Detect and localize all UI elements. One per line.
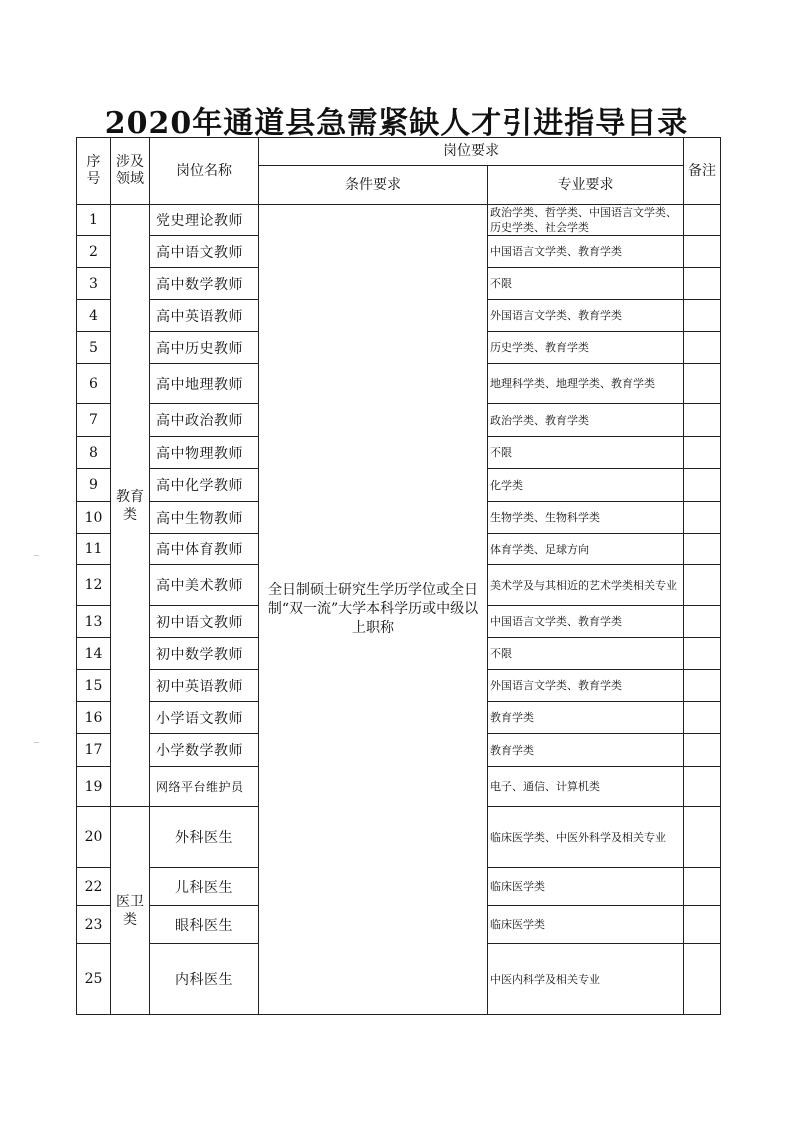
- post-name: 高中物理教师: [150, 437, 259, 469]
- major-requirement: 地理科学类、地理学类、教育学类: [488, 364, 684, 404]
- post-name: 小学语文教师: [150, 702, 259, 734]
- header-seq: 序号: [77, 138, 111, 205]
- scan-mark: [34, 742, 39, 743]
- row-number: 9: [77, 469, 111, 502]
- major-requirement: 美术学及与其相近的艺术学类相关专业: [488, 565, 684, 606]
- remark-cell: [684, 437, 721, 469]
- row-number: 4: [77, 300, 111, 332]
- remark-cell: [684, 404, 721, 437]
- major-requirement: 中国语言文学类、教育学类: [488, 236, 684, 268]
- row-number: 23: [77, 906, 111, 944]
- remark-cell: [684, 332, 721, 364]
- remark-cell: [684, 944, 721, 1015]
- major-requirement: 临床医学类: [488, 906, 684, 944]
- field-medical: 医卫类: [111, 807, 150, 1015]
- remark-cell: [684, 534, 721, 565]
- post-name: 小学数学教师: [150, 734, 259, 767]
- remark-cell: [684, 807, 721, 868]
- remark-cell: [684, 502, 721, 534]
- row-number: 25: [77, 944, 111, 1015]
- major-requirement: 不限: [488, 268, 684, 300]
- major-requirement: 临床医学类: [488, 868, 684, 906]
- major-requirement: 历史学类、教育学类: [488, 332, 684, 364]
- post-name: 眼科医生: [150, 906, 259, 944]
- remark-cell: [684, 734, 721, 767]
- row-number: 2: [77, 236, 111, 268]
- post-name: 外科医生: [150, 807, 259, 868]
- post-name: 高中美术教师: [150, 565, 259, 606]
- remark-cell: [684, 364, 721, 404]
- remark-cell: [684, 268, 721, 300]
- header-remark: 备注: [684, 138, 721, 205]
- row-number: 13: [77, 606, 111, 638]
- header-field: 涉及领域: [111, 138, 150, 205]
- post-name: 党史理论教师: [150, 205, 259, 236]
- major-requirement: 不限: [488, 638, 684, 670]
- row-number: 20: [77, 807, 111, 868]
- remark-cell: [684, 670, 721, 702]
- major-requirement: 政治学类、哲学类、中国语言文学类、历史学类、社会学类: [488, 205, 684, 236]
- remark-cell: [684, 469, 721, 502]
- remark-cell: [684, 767, 721, 807]
- post-name: 高中英语教师: [150, 300, 259, 332]
- major-requirement: 中国语言文学类、教育学类: [488, 606, 684, 638]
- header-requirements: 岗位要求: [259, 138, 684, 166]
- post-name: 高中生物教师: [150, 502, 259, 534]
- major-requirement: 化学类: [488, 469, 684, 502]
- row-number: 3: [77, 268, 111, 300]
- row-number: 6: [77, 364, 111, 404]
- post-name: 初中语文教师: [150, 606, 259, 638]
- table-row: [77, 205, 721, 236]
- major-requirement: 教育学类: [488, 734, 684, 767]
- header-major: 专业要求: [488, 166, 684, 205]
- row-number: 5: [77, 332, 111, 364]
- post-name: 网络平台维护员: [150, 767, 259, 807]
- post-name: 高中语文教师: [150, 236, 259, 268]
- row-number: 14: [77, 638, 111, 670]
- major-requirement: 体育学类、足球方向: [488, 534, 684, 565]
- row-number: 7: [77, 404, 111, 437]
- post-name: 高中体育教师: [150, 534, 259, 565]
- major-requirement: 政治学类、教育学类: [488, 404, 684, 437]
- header-post: 岗位名称: [150, 138, 259, 205]
- post-name: 高中地理教师: [150, 364, 259, 404]
- major-requirement: 中医内科学及相关专业: [488, 944, 684, 1015]
- post-name: 高中数学教师: [150, 268, 259, 300]
- row-number: 8: [77, 437, 111, 469]
- page-title: 2020年通道县急需紧缺人才引进指导目录: [104, 106, 689, 141]
- condition-requirement: 全日制硕士研究生学历学位或全日制“双一流”大学本科学历或中级以上职称: [259, 205, 488, 1015]
- remark-cell: [684, 906, 721, 944]
- major-requirement: 生物学类、生物科学类: [488, 502, 684, 534]
- major-requirement: 不限: [488, 437, 684, 469]
- remark-cell: [684, 565, 721, 606]
- remark-cell: [684, 702, 721, 734]
- scan-mark: [34, 555, 39, 556]
- row-number: 10: [77, 502, 111, 534]
- row-number: 15: [77, 670, 111, 702]
- major-requirement: 教育学类: [488, 702, 684, 734]
- remark-cell: [684, 638, 721, 670]
- row-number: 19: [77, 767, 111, 807]
- major-requirement: 电子、通信、计算机类: [488, 767, 684, 807]
- row-number: 17: [77, 734, 111, 767]
- post-name: 初中英语教师: [150, 670, 259, 702]
- major-requirement: 外国语言文学类、教育学类: [488, 300, 684, 332]
- post-name: 内科医生: [150, 944, 259, 1015]
- header-row-1: [77, 138, 721, 166]
- post-name: 高中政治教师: [150, 404, 259, 437]
- remark-cell: [684, 205, 721, 236]
- remark-cell: [684, 300, 721, 332]
- remark-cell: [684, 236, 721, 268]
- post-name: 高中化学教师: [150, 469, 259, 502]
- field-education: 教育类: [111, 205, 150, 807]
- row-number: 12: [77, 565, 111, 606]
- row-number: 16: [77, 702, 111, 734]
- major-requirement: 外国语言文学类、教育学类: [488, 670, 684, 702]
- post-name: 儿科医生: [150, 868, 259, 906]
- remark-cell: [684, 606, 721, 638]
- major-requirement: 临床医学类、中医外科学及相关专业: [488, 807, 684, 868]
- remark-cell: [684, 868, 721, 906]
- post-name: 初中数学教师: [150, 638, 259, 670]
- header-condition: 条件要求: [259, 166, 488, 205]
- post-name: 高中历史教师: [150, 332, 259, 364]
- row-number: 1: [77, 205, 111, 236]
- talent-catalog-table: [76, 137, 721, 1015]
- row-number: 22: [77, 868, 111, 906]
- row-number: 11: [77, 534, 111, 565]
